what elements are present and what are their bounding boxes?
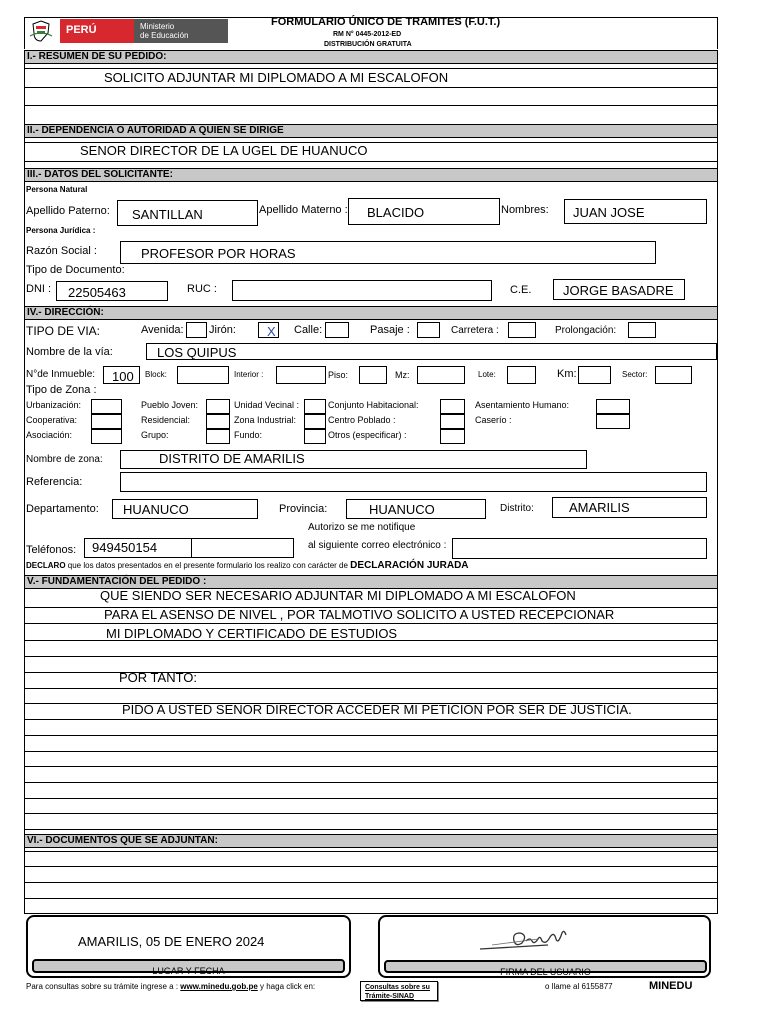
departamento-label: Departamento: xyxy=(26,503,99,515)
form-title: FORMULARIO ÚNICO DE TRAMITES (F.U.T.) xyxy=(271,16,501,28)
autorizo-line2: al siguiente correo electrónico : xyxy=(308,540,447,551)
dni-label: DNI : xyxy=(26,283,52,295)
minedu-link[interactable]: www.minedu.gob.pe xyxy=(180,982,258,991)
fundamentacion-line-4: POR TANTO: xyxy=(119,670,198,685)
apellido-materno-field[interactable] xyxy=(348,198,500,225)
tipo-via-label: TIPO DE VIA: xyxy=(26,324,101,338)
nombre-via-label: Nombre de la vía: xyxy=(26,346,113,358)
declaro-bold: DECLARO xyxy=(26,561,66,570)
fundamentacion-line-3: MI DIPLOMADO Y CERTIFICADO DE ESTUDIOS xyxy=(106,626,398,641)
nombre-zona-value: DISTRITO DE AMARILIS xyxy=(159,451,305,466)
avenida-label: Avenida: xyxy=(141,324,184,336)
residencial-label: Residencial: xyxy=(141,415,191,425)
fundamentacion-line-2: PARA EL ASENSO DE NIVEL , POR TALMOTIVO SOLICITO A USTED RECEPCIONAR xyxy=(104,607,615,622)
interior-label: Interior : xyxy=(234,370,264,379)
distrito-field[interactable] xyxy=(552,497,707,518)
firma-box xyxy=(378,915,711,978)
nombre-via-field[interactable] xyxy=(146,343,717,360)
pueblo-joven-label: Pueblo Joven: xyxy=(141,400,199,410)
prolongacion-checkbox[interactable] xyxy=(628,322,656,338)
mz-field[interactable] xyxy=(417,366,465,384)
telefono-value: 949450154 xyxy=(92,540,158,555)
section-5-heading: V.- FUNDAMENTACIÓN DEL PEDIDO : xyxy=(24,575,718,589)
block-label: Block: xyxy=(145,370,167,379)
sector-label: Sector: xyxy=(622,370,648,379)
pasaje-label: Pasaje : xyxy=(370,324,410,336)
fundamentacion-line-5: PIDO A USTED SENOR DIRECTOR ACCEDER MI PETICION POR SER DE JUSTICIA. xyxy=(122,702,632,717)
sinad-line2: Trámite-SINAD xyxy=(365,993,415,1000)
unidad-vecinal-checkbox[interactable] xyxy=(304,399,326,414)
ce-field[interactable] xyxy=(553,279,685,300)
nombres-value: JUAN JOSE xyxy=(573,205,645,220)
declaro-line xyxy=(26,561,469,571)
carretera-label: Carretera : xyxy=(451,325,499,336)
lote-label: Lote: xyxy=(478,370,496,379)
declaro-text: que los datos presentados en el presente formulario los realizo con carácter de xyxy=(65,561,351,570)
ruc-field[interactable] xyxy=(232,280,492,301)
zona-industrial-checkbox[interactable] xyxy=(304,414,326,429)
unidad-vecinal-label: Unidad Vecinal : xyxy=(234,400,300,410)
interior-field[interactable] xyxy=(276,366,326,384)
ce-value: JORGE BASADRE xyxy=(563,283,674,298)
lugar-fecha-label: LUGAR Y FECHA xyxy=(152,966,225,976)
signature-image xyxy=(478,923,588,953)
telefonos-label: Teléfonos: xyxy=(26,544,77,556)
lugar-fecha-box xyxy=(26,915,351,978)
consultas-line xyxy=(26,983,315,991)
cooperativa-label: Cooperativa: xyxy=(26,415,78,425)
logo-ministry-line1: Ministerio xyxy=(140,22,175,31)
correo-field[interactable] xyxy=(452,538,707,559)
telefono-field-1[interactable] xyxy=(84,538,192,558)
block-field[interactable] xyxy=(177,366,229,384)
provincia-value: HUANUCO xyxy=(369,502,435,517)
logo-country-block xyxy=(60,19,134,43)
jiron-checkbox[interactable] xyxy=(258,322,279,338)
asentamiento-label: Asentamiento Humano: xyxy=(475,400,570,410)
calle-label: Calle: xyxy=(294,324,323,336)
declaracion-jurada: DECLARACIÓN JURADA xyxy=(350,560,469,571)
km-field[interactable] xyxy=(578,366,611,384)
referencia-field[interactable] xyxy=(120,472,707,492)
ce-label: C.E. xyxy=(510,284,532,296)
nombres-label: Nombres: xyxy=(501,204,549,216)
apellido-paterno-value: SANTILLAN xyxy=(132,207,203,222)
razon-social-field[interactable] xyxy=(120,241,656,264)
nombre-zona-label: Nombre de zona: xyxy=(26,454,103,465)
jiron-label: Jirón: xyxy=(209,324,236,336)
departamento-field[interactable] xyxy=(112,499,258,519)
piso-label: Piso: xyxy=(328,370,349,380)
minedu-mark: MINEDU xyxy=(649,980,693,992)
asociacion-checkbox[interactable] xyxy=(91,429,122,444)
provincia-label: Provincia: xyxy=(279,503,328,515)
logo-ministry-block xyxy=(134,19,228,43)
logo-ministry-line2: de Educación xyxy=(140,31,189,40)
firma-label-bar xyxy=(384,960,707,977)
tipo-zona-label: Tipo de Zona : xyxy=(26,384,97,396)
fundo-label: Fundo: xyxy=(234,430,263,440)
inmueble-label: N°de Inmueble: xyxy=(26,369,96,380)
resumen-text: SOLICITO ADJUNTAR MI DIPLOMADO A MI ESCALOFON xyxy=(104,70,449,85)
fundamentacion-line-1: QUE SIENDO SER NECESARIO ADJUNTAR MI DIPLOMADO A MI ESCALOFON xyxy=(100,588,576,603)
pueblo-joven-checkbox[interactable] xyxy=(206,399,230,414)
ruc-label: RUC : xyxy=(187,283,217,295)
caserio-label: Caserío : xyxy=(475,415,512,425)
distrito-value: AMARILIS xyxy=(569,500,630,515)
provincia-field[interactable] xyxy=(346,499,486,519)
persona-natural-label: Persona Natural xyxy=(26,185,88,194)
referencia-label: Referencia: xyxy=(26,476,83,488)
logo xyxy=(26,19,228,43)
conjunto-habitacional-checkbox[interactable] xyxy=(440,399,465,414)
calle-checkbox[interactable] xyxy=(325,322,349,338)
centro-poblado-label: Centro Poblado : xyxy=(328,415,396,425)
apellido-paterno-field[interactable] xyxy=(117,200,258,226)
lugar-fecha-label-bar xyxy=(32,959,345,976)
residencial-checkbox[interactable] xyxy=(206,414,230,429)
grupo-label: Grupo: xyxy=(141,430,169,440)
distribution-note: DISTRIBUCIÓN GRATUITA xyxy=(324,41,412,48)
otros-checkbox[interactable] xyxy=(440,429,465,444)
apellido-materno-value: BLACIDO xyxy=(367,205,425,220)
departamento-value: HUANUCO xyxy=(123,502,189,517)
section-2-heading: II.- DEPENDENCIA O AUTORIDAD A QUIEN SE DIRIGE xyxy=(24,124,718,138)
centro-poblado-checkbox[interactable] xyxy=(440,414,465,429)
fundo-checkbox[interactable] xyxy=(304,429,326,444)
dni-field[interactable] xyxy=(56,281,168,301)
inmueble-field[interactable] xyxy=(103,366,140,384)
consultas-suffix: y haga click en: xyxy=(257,982,316,991)
lugar-fecha-value: AMARILIS, 05 DE ENERO 2024 xyxy=(78,934,265,949)
persona-juridica-label: Persona Jurídica : xyxy=(26,226,96,235)
pasaje-checkbox[interactable] xyxy=(417,322,440,338)
prolongacion-label: Prolongación: xyxy=(555,325,617,336)
nombres-field[interactable] xyxy=(564,199,707,224)
distrito-label: Distrito: xyxy=(500,503,534,514)
shield-icon xyxy=(28,20,54,42)
cooperativa-checkbox[interactable] xyxy=(91,414,122,429)
apellido-paterno-label: Apellido Paterno: xyxy=(26,205,110,217)
section-1-heading: I.- RESUMEN DE SU PEDIDO: xyxy=(24,50,718,64)
inmueble-value: 100 xyxy=(112,369,134,384)
rm-number: RM N° 0445-2012-ED xyxy=(333,31,402,38)
conjunto-habitacional-label: Conjunto Habitacional: xyxy=(328,400,419,410)
carretera-checkbox[interactable] xyxy=(508,322,536,338)
lote-field[interactable] xyxy=(507,366,536,384)
urbanizacion-checkbox[interactable] xyxy=(91,399,122,414)
nombre-zona-field[interactable] xyxy=(120,450,587,469)
consultas-prefix: Para consultas sobre su trámite ingrese a : xyxy=(26,982,181,991)
autorizo-line1: Autorizo se me notifique xyxy=(308,522,416,533)
razon-social-value: PROFESOR POR HORAS xyxy=(141,246,296,261)
dependencia-text: SENOR DIRECTOR DE LA UGEL DE HUANUCO xyxy=(80,143,368,158)
avenida-checkbox[interactable] xyxy=(186,322,207,338)
asentamiento-checkbox[interactable] xyxy=(596,399,630,414)
sinad-button[interactable] xyxy=(360,981,438,1001)
nombre-via-value: LOS QUIPUS xyxy=(157,345,237,360)
firma-label: FIRMA DEL USUARIO xyxy=(500,967,591,977)
asociacion-label: Asociación: xyxy=(26,430,73,440)
piso-field[interactable] xyxy=(359,366,387,384)
jiron-mark: X xyxy=(267,324,276,339)
phone-note: o llame al 6155877 xyxy=(545,982,613,991)
section-6-heading: VI.- DOCUMENTOS QUE SE ADJUNTAN: xyxy=(24,834,718,848)
logo-country: PERÚ xyxy=(66,24,97,36)
urbanizacion-label: Urbanización: xyxy=(26,400,82,410)
razon-social-label: Razón Social : xyxy=(26,245,97,257)
km-label: Km: xyxy=(557,368,577,380)
sinad-line1: Consultas sobre su xyxy=(365,984,430,991)
apellido-materno-label: Apellido Materno : xyxy=(259,204,348,216)
otros-label: Otros (especificar) : xyxy=(328,430,407,440)
section-3-heading: III.- DATOS DEL SOLICITANTE: xyxy=(24,168,718,182)
sector-field[interactable] xyxy=(655,366,692,384)
grupo-checkbox[interactable] xyxy=(206,429,230,444)
dni-value: 22505463 xyxy=(68,285,126,300)
caserio-checkbox[interactable] xyxy=(596,414,630,429)
zona-industrial-label: Zona Industrial: xyxy=(234,415,297,425)
tipo-documento-label: Tipo de Documento: xyxy=(26,264,125,276)
mz-label: Mz: xyxy=(395,370,410,380)
section-4-heading: IV.- DIRECCIÓN: xyxy=(24,306,718,320)
telefono-field-2[interactable] xyxy=(191,538,294,558)
